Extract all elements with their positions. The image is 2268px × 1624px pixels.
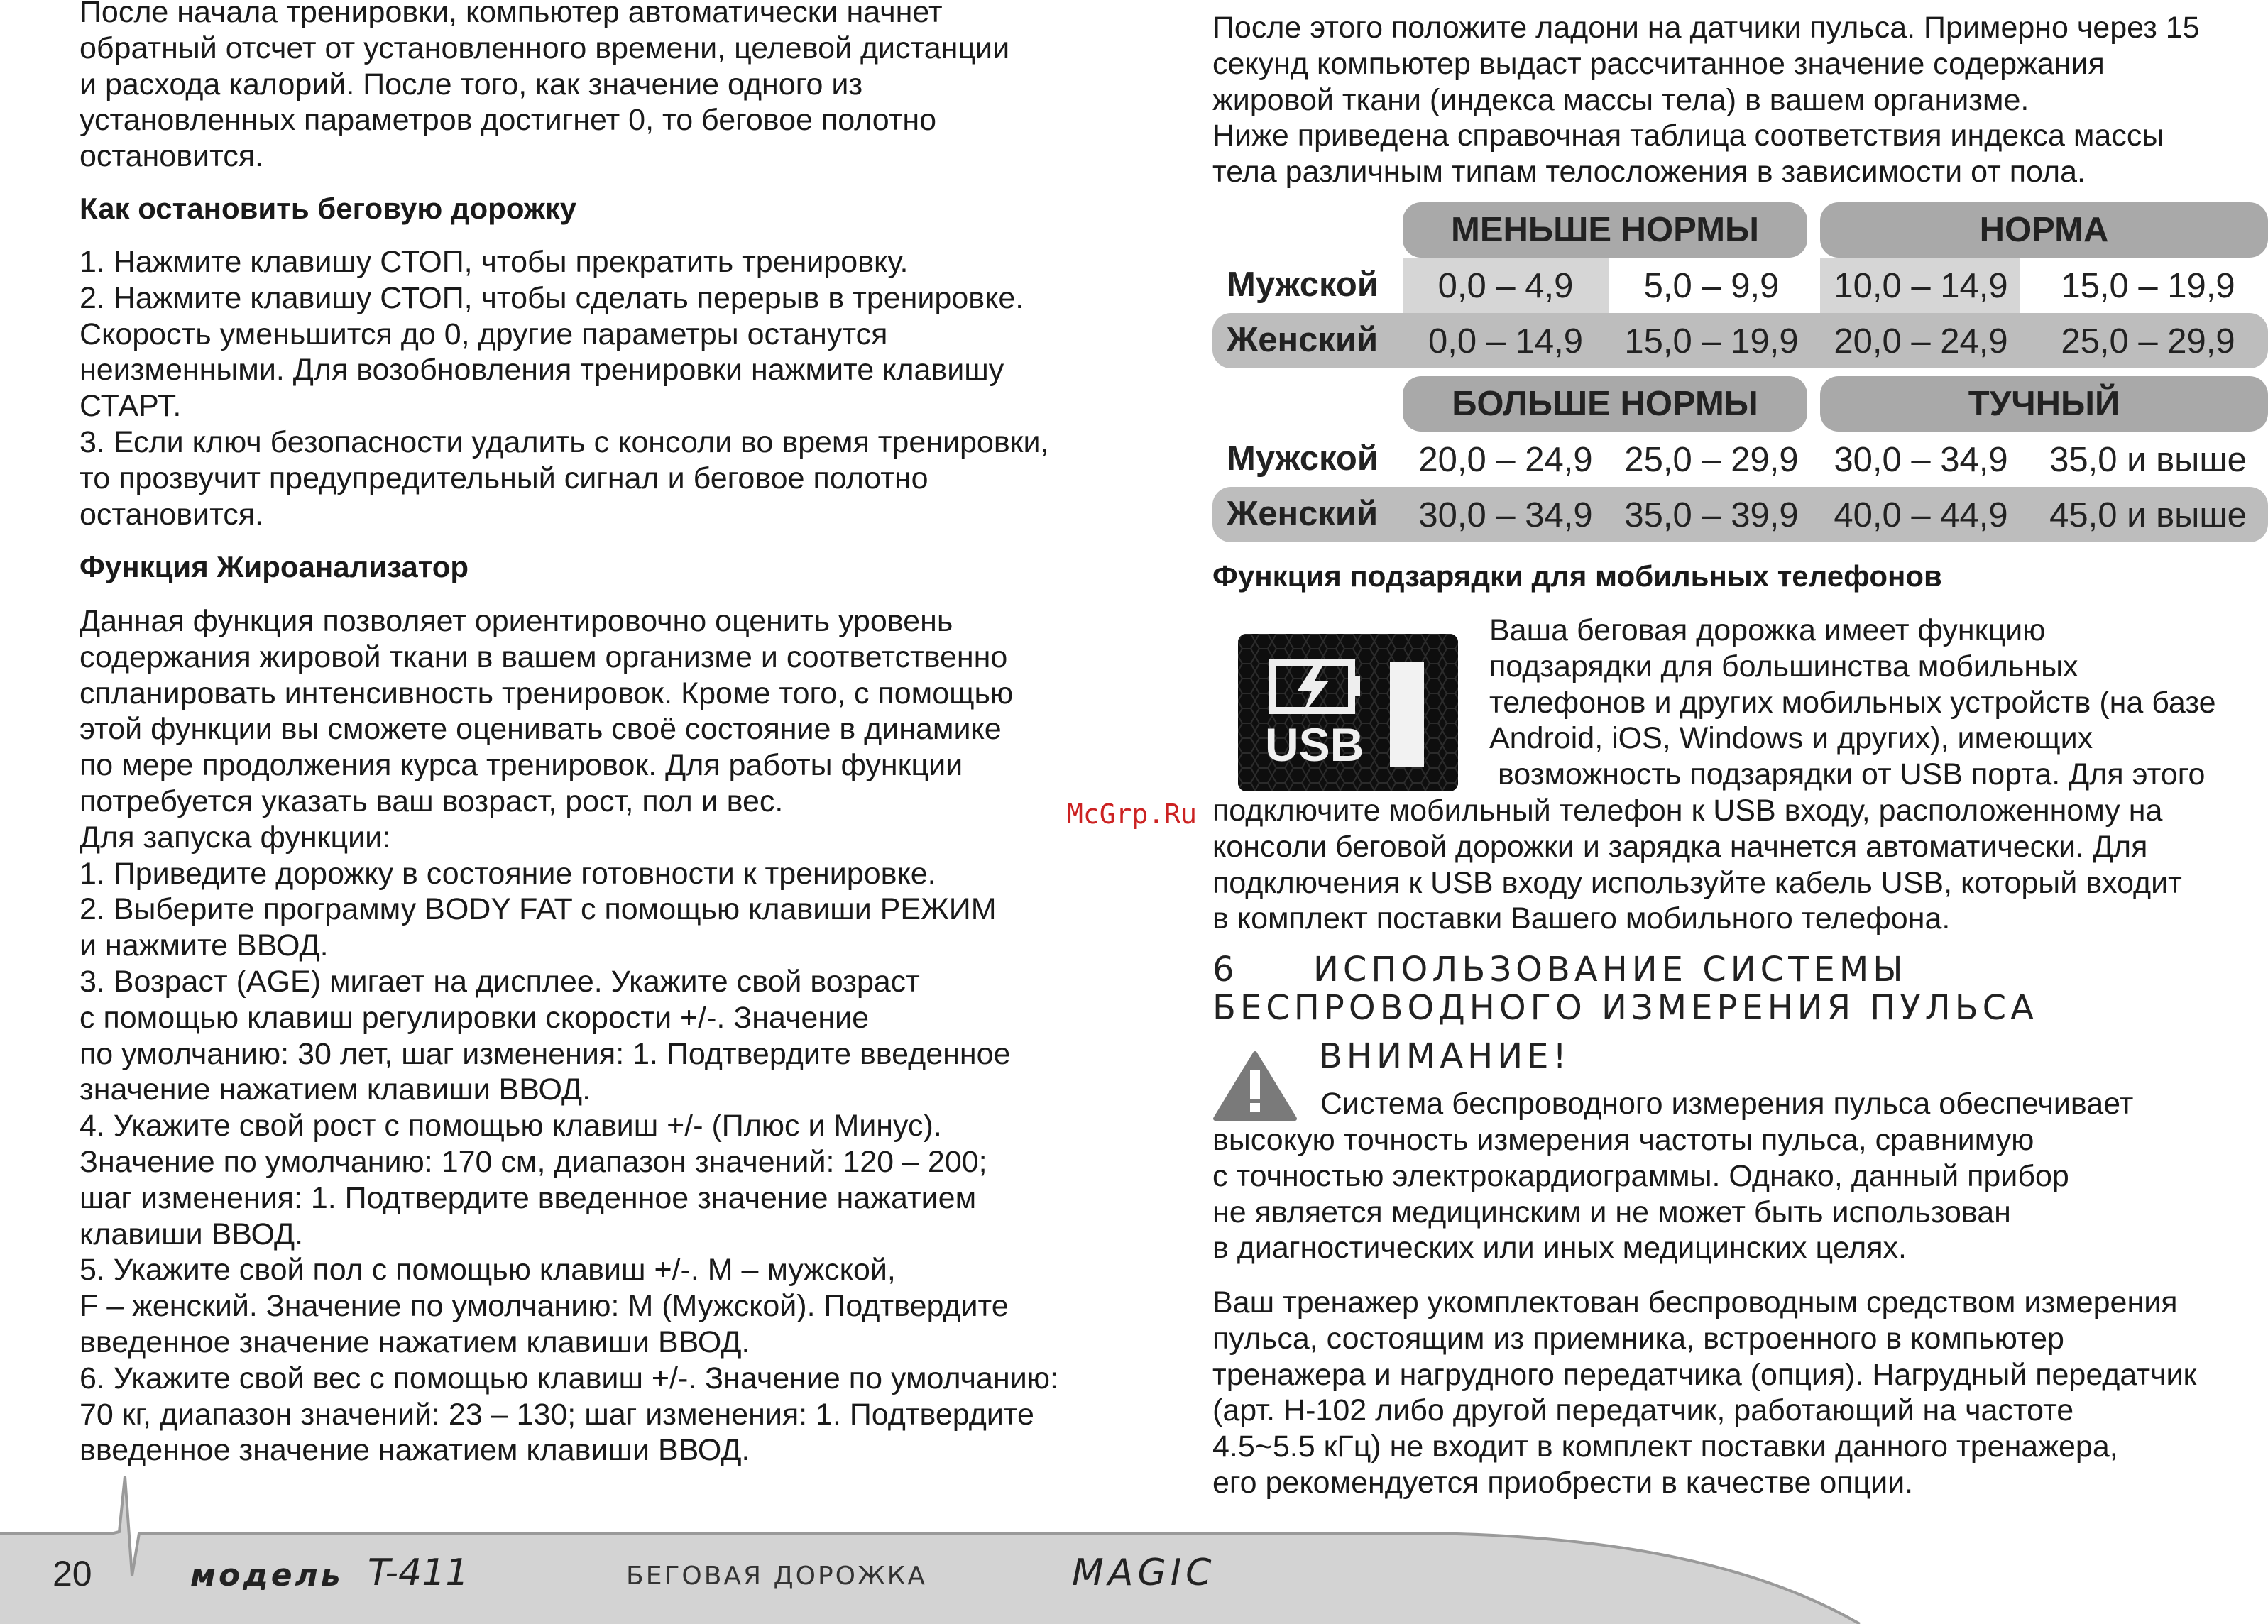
header-below-norm-bg bbox=[1403, 202, 1807, 258]
text-line: по мере продолжения курса тренировок. Для работы функции bbox=[80, 748, 963, 783]
right-intro bbox=[1212, 10, 2200, 190]
text-line: секунд компьютер выдаст рассчитанное значение содержания bbox=[1212, 46, 2105, 81]
table-cell: 15,0 – 19,9 bbox=[2061, 267, 2235, 305]
text-line: 3. Если ключ безопасности удалить с консоли во время тренировки, bbox=[80, 424, 1049, 459]
charge-side-text bbox=[1489, 613, 2216, 793]
row-label-male: Мужской bbox=[1227, 265, 1379, 304]
header-label: МЕНЬШЕ НОРМЫ bbox=[1451, 211, 1759, 249]
text-line: консоли беговой дорожки и зарядка начнется автоматически. Для bbox=[1212, 829, 2148, 864]
warning-first-line: Система беспроводного измерения пульса обеспечивает bbox=[1320, 1087, 2134, 1121]
text-line: введенное значение нажатием клавиши ВВОД. bbox=[80, 1433, 750, 1468]
table-cell: 0,0 – 14,9 bbox=[1428, 322, 1583, 361]
model-code: T-411 bbox=[368, 1552, 469, 1594]
text-line: Для запуска функции: bbox=[80, 820, 391, 855]
table-cell: 30,0 – 34,9 bbox=[1834, 441, 2008, 479]
intro-paragraph bbox=[80, 0, 1009, 175]
text-line: в диагностических или иных медицинских целях. bbox=[1212, 1231, 1907, 1266]
footer-band bbox=[0, 1448, 2268, 1624]
text-line: тренажера и нагрудного передатчика (опция). Нагрудный передатчик bbox=[1212, 1357, 2197, 1392]
table-cell: 20,0 – 24,9 bbox=[1418, 441, 1593, 479]
fat-instructions bbox=[80, 603, 1058, 1469]
text-line: подключите мобильный телефон к USB входу, расположенному на bbox=[1212, 794, 2163, 828]
text-line: по умолчанию: 30 лет, шаг изменения: 1. Подтвердите введенное bbox=[80, 1036, 1011, 1071]
text-line: клавиши ВВОД. bbox=[80, 1217, 304, 1251]
table-cell: 35,0 – 39,9 bbox=[1624, 496, 1799, 534]
text-line: Ниже приведена справочная таблица соответствия индекса массы bbox=[1212, 119, 2164, 153]
text-line: установленных параметров достигнет 0, то беговое полотно bbox=[80, 103, 937, 138]
text-line: обратный отсчет от установленного времени, целевой дистанции bbox=[80, 31, 1010, 65]
row-label-male: Мужской bbox=[1227, 439, 1379, 478]
text-line: 1. Приведите дорожку в состояние готовности к тренировке. bbox=[80, 856, 936, 891]
text-line: возможность подзарядки от USB порта. Для этого bbox=[1489, 757, 2206, 792]
text-line: этой функции вы сможете оценивать своё состояние в динамике bbox=[80, 712, 1002, 747]
text-line: пульса, состоящим из приемника, встроенного в компьютер bbox=[1212, 1321, 2064, 1356]
brand-logo: MAGIC bbox=[1072, 1552, 1216, 1594]
text-line: с помощью клавиш регулировки скорости +/-. Значение bbox=[80, 1000, 869, 1035]
text-line: его рекомендуется приобрести в качестве опции. bbox=[1212, 1465, 1914, 1500]
text-line: 1. Нажмите клавишу СТОП, чтобы прекратить тренировку. bbox=[80, 245, 909, 279]
text-line: 70 кг, диапазон значений: 23 – 130; шаг изменения: 1. Подтвердите bbox=[80, 1397, 1034, 1432]
text-line: высокую точность измерения частоты пульса, сравнимую bbox=[1212, 1123, 2034, 1157]
table-cell: 5,0 – 9,9 bbox=[1643, 267, 1780, 305]
text-line: жировой ткани (индекса массы тела) в вашем организме. bbox=[1212, 82, 2029, 117]
text-line: и расхода калорий. После того, как значение одного из bbox=[80, 67, 863, 102]
table-cell: 25,0 – 29,9 bbox=[1624, 441, 1799, 479]
section-title-line1 bbox=[1212, 950, 2268, 988]
text-line: СТАРТ. bbox=[80, 389, 182, 424]
text-line: подзарядки для большинства мобильных bbox=[1489, 649, 2078, 684]
row-label-female: Женский bbox=[1227, 321, 1379, 359]
text-line: введенное значение нажатием клавиши ВВОД. bbox=[80, 1324, 750, 1359]
section-title bbox=[1212, 950, 2268, 1026]
text-line: остановится. bbox=[80, 139, 264, 174]
table-cell: 45,0 и выше bbox=[2049, 496, 2247, 534]
header-obese: ТУЧНЫЙ bbox=[1820, 376, 2268, 432]
text-line: шаг изменения: 1. Подтвердите введенное значение нажатием bbox=[80, 1180, 977, 1215]
text-line: Скорость уменьшится до 0, другие параметры останутся bbox=[80, 317, 888, 351]
text-line: то прозвучит предупредительный сигнал и беговое полотно bbox=[80, 461, 928, 495]
text-line: Ваш тренажер укомплектован беспроводным средством измерения bbox=[1212, 1285, 2178, 1320]
stop-heading: Как остановить беговую дорожку bbox=[80, 192, 577, 225]
text-line: 6. Укажите свой вес с помощью клавиш +/-. Значение по умолчанию: bbox=[80, 1361, 1058, 1395]
text-line: и нажмите ВВОД. bbox=[80, 928, 329, 963]
table-cell: 30,0 – 34,9 bbox=[1418, 496, 1593, 534]
text-line: 4.5~5.5 кГц) не входит в комплект поставки данного тренажера, bbox=[1212, 1430, 2118, 1464]
text-line: не является медицинским и не может быть использован bbox=[1212, 1195, 2011, 1229]
text-line: тела различным типам телосложения в зависимости от пола. bbox=[1212, 155, 2086, 190]
section-title-line2: БЕСПРОВОДНОГО ИЗМЕРЕНИЯ ПУЛЬСА bbox=[1212, 988, 2039, 1028]
text-line: неизменными. Для возобновления тренировки нажмите клавишу bbox=[80, 353, 1004, 388]
right-column bbox=[1212, 0, 2268, 1624]
text-line: 2. Нажмите клавишу СТОП, чтобы сделать перерыв в тренировке. bbox=[80, 280, 1024, 315]
table-cell: 15,0 – 19,9 bbox=[1624, 322, 1799, 361]
text-line: 5. Укажите свой пол с помощью клавиш +/-. М – мужской, bbox=[80, 1253, 896, 1288]
section-number: 6 bbox=[1212, 950, 1239, 989]
product-name: БЕГОВАЯ ДОРОЖКА bbox=[626, 1562, 927, 1591]
row-label-female: Женский bbox=[1227, 495, 1379, 533]
text-line: значение нажатием клавиши ВВОД. bbox=[80, 1072, 591, 1107]
text-line: После начала тренировки, компьютер автоматически начнет bbox=[80, 0, 943, 29]
text-line: потребуется указать ваш возраст, рост, пол и вес. bbox=[80, 784, 784, 818]
text-line: После этого положите ладони на датчики пульса. Примерно через 15 bbox=[1212, 11, 2200, 45]
text-line: Значение по умолчанию: 170 см, диапазон значений: 120 – 200; bbox=[80, 1144, 987, 1179]
text-line: с точностью электрокардиограммы. Однако, данный прибор bbox=[1212, 1158, 2069, 1193]
table-cell: 0,0 – 4,9 bbox=[1437, 267, 1574, 305]
table-cell: 35,0 и выше bbox=[2049, 441, 2247, 479]
text-line: подключения к USB входу используйте кабель USB, который входит bbox=[1212, 865, 2182, 900]
watermark: McGrp.Ru bbox=[1067, 799, 1198, 830]
text-line: 4. Укажите свой рост с помощью клавиш +/- (Плюс и Минус). bbox=[80, 1109, 942, 1143]
table-cell: 25,0 – 29,9 bbox=[2061, 322, 2235, 361]
text-line: спланировать интенсивность тренировок. Кроме того, с помощью bbox=[80, 676, 1014, 710]
charge-full-text bbox=[1212, 793, 2182, 937]
text-line: содержания жировой ткани в вашем организме и соответственно bbox=[80, 640, 1008, 674]
text-line: 2. Выберите программу BODY FAT с помощью клавиши РЕЖИМ bbox=[80, 892, 997, 927]
text-line: F – женский. Значение по умолчанию: M (Мужской). Подтвердите bbox=[80, 1289, 1009, 1324]
text-line: (арт. H-102 либо другой передатчик, работающий на частоте bbox=[1212, 1393, 2074, 1428]
stop-instructions bbox=[80, 244, 1048, 532]
model-label: модель bbox=[190, 1557, 344, 1593]
usb-label: USB bbox=[1265, 718, 1364, 771]
warning-icon bbox=[1212, 1050, 1298, 1121]
text-line: Ваша беговая дорожка имеет функцию bbox=[1489, 613, 2046, 647]
text-line: телефонов и других мобильных устройств (на базе bbox=[1489, 685, 2216, 720]
bmi-table bbox=[1212, 202, 2268, 543]
text-line: 3. Возраст (AGE) мигает на дисплее. Укажите свой возраст bbox=[80, 964, 920, 999]
warning-text bbox=[1212, 1122, 2069, 1266]
usb-charge-icon bbox=[1238, 634, 1458, 791]
header-norm: НОРМА bbox=[1820, 202, 2268, 258]
table-cell: 20,0 – 24,9 bbox=[1834, 322, 2008, 361]
table-cell: 40,0 – 44,9 bbox=[1834, 496, 2008, 534]
warning-title: ВНИМАНИЕ! bbox=[1319, 1036, 1571, 1076]
text-line: Данная функция позволяет ориентировочно оценить уровень bbox=[80, 604, 953, 638]
fat-heading: Функция Жироанализатор bbox=[80, 550, 469, 583]
text-line: в комплект поставки Вашего мобильного телефона. bbox=[1212, 901, 1951, 936]
table-cell: 10,0 – 14,9 bbox=[1834, 267, 2008, 305]
header-above-norm: БОЛЬШЕ НОРМЫ bbox=[1403, 376, 1807, 432]
charge-heading: Функция подзарядки для мобильных телефонов bbox=[1212, 559, 1942, 593]
text-line: остановится. bbox=[80, 497, 264, 532]
text-line: Android, iOS, Windows и других), имеющих bbox=[1489, 721, 2093, 756]
page-number: 20 bbox=[53, 1554, 92, 1593]
section-title-text: ИСПОЛЬЗОВАНИЕ СИСТЕМЫ bbox=[1313, 950, 1907, 989]
